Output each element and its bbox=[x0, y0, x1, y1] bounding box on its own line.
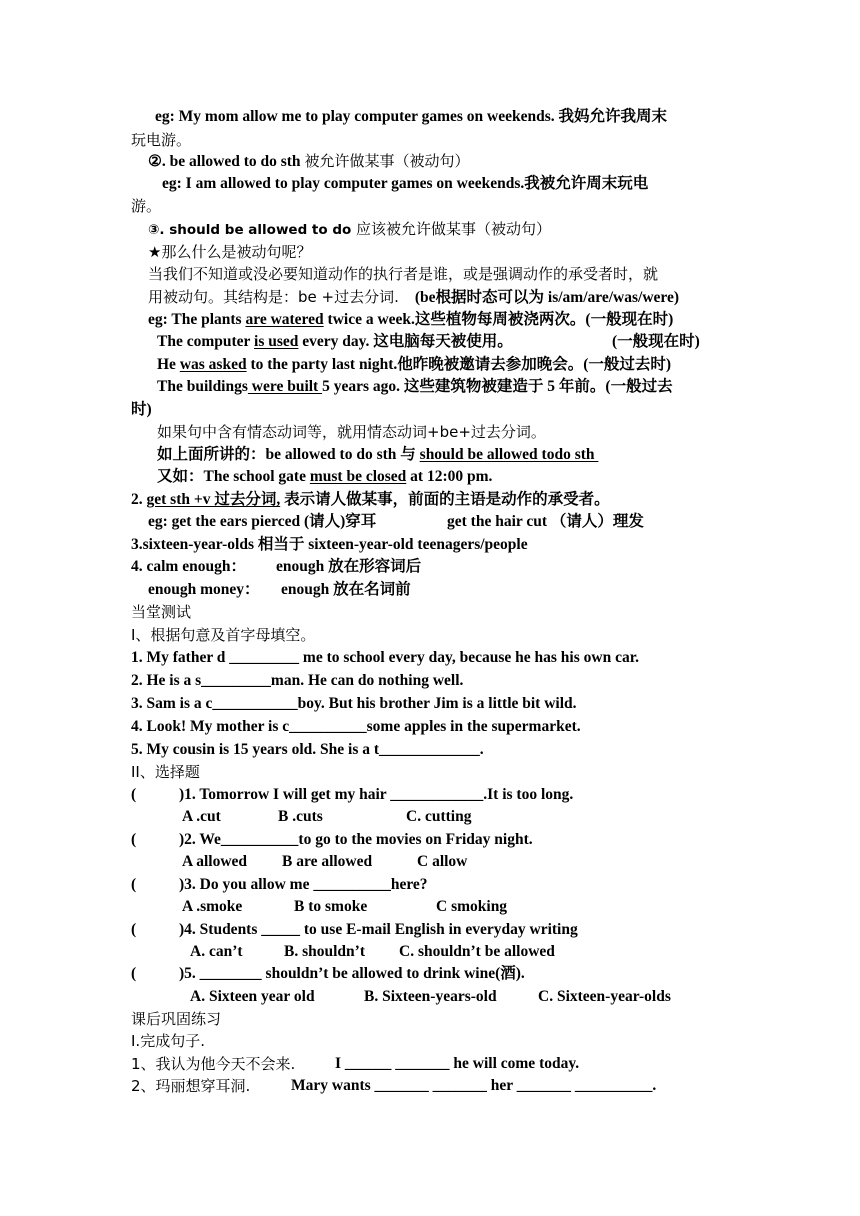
translation-blank: Mary wants _______ _______ her _______ __________. bbox=[291, 1077, 657, 1094]
option-b: B are allowed bbox=[282, 853, 373, 870]
example-text: The computer bbox=[157, 333, 255, 350]
translation-prompt: 1、我认为他今天不会来. bbox=[131, 1055, 296, 1073]
example-line: 玩电游。 bbox=[131, 131, 192, 149]
option-a: A allowed bbox=[182, 853, 248, 870]
section-heading: I.完成句子. bbox=[131, 1032, 205, 1050]
example-line bbox=[148, 310, 673, 330]
underlined-phrase: were built bbox=[247, 378, 323, 395]
option-a: A .smoke bbox=[182, 898, 243, 915]
example-line: eg: get the ears pierced (请人)穿耳 bbox=[148, 513, 377, 530]
option-c: C smoking bbox=[436, 898, 508, 915]
example-text: twice a week.这些植物每周被浇两次。(一般现在时) bbox=[323, 311, 674, 328]
option-c: C. cutting bbox=[406, 808, 472, 825]
choice-paren: ( bbox=[131, 965, 137, 982]
underlined-phrase: get sth +v 过去分词, bbox=[146, 491, 281, 508]
explanation-text: 又如：The school gate bbox=[157, 468, 310, 485]
rule-note: enough 放在形容词后 bbox=[276, 558, 422, 575]
explanation-text: 如上面所讲的：be allowed to do sth 与 bbox=[157, 446, 420, 463]
explanation-line bbox=[157, 445, 598, 465]
option-c: C. Sixteen-year-olds bbox=[538, 988, 671, 1005]
fill-question: 3. Sam is a c___________boy. But his brother Jim is a little bit wild. bbox=[131, 695, 577, 712]
example-text: every day. 这电脑每天被使用。 bbox=[298, 333, 513, 350]
underlined-phrase: was asked bbox=[179, 356, 247, 373]
option-b: B to smoke bbox=[294, 898, 368, 915]
structure-text: 用被动句。其结构是：be +过去分词. bbox=[148, 288, 399, 306]
choice-paren: ( bbox=[131, 921, 137, 938]
rule-line: 4. calm enough： bbox=[131, 558, 246, 575]
option-c: C allow bbox=[417, 853, 468, 870]
example-text: to the party last night.他昨晚被邀请去参加晚会。(一般过去时) bbox=[246, 356, 672, 373]
choice-question: )3. Do you allow me __________here? bbox=[179, 876, 428, 893]
explanation-text: at 12:00 pm. bbox=[406, 468, 493, 485]
fill-question: 4. Look! My mother is c__________some apples in the supermarket. bbox=[131, 718, 581, 735]
underlined-phrase: is used bbox=[254, 333, 299, 350]
choice-paren: ( bbox=[131, 786, 137, 803]
example-line: get the hair cut （请人）理发 bbox=[447, 513, 644, 530]
section-heading: I、根据句意及首字母填空。 bbox=[131, 626, 316, 644]
structure-note: (be根据时态可以为 is/am/are/was/were) bbox=[414, 289, 680, 306]
explanation-line bbox=[157, 467, 492, 487]
tense-note: (一般现在时) bbox=[612, 333, 700, 350]
example-line: eg: My mom allow me to play computer games on weekends. 我妈允许我周末 bbox=[155, 108, 668, 125]
section-heading: ★那么什么是被动句呢？ bbox=[148, 243, 312, 261]
rule-text: 表示请人做某事，前面的主语是动作的承受者。 bbox=[280, 491, 610, 508]
rule-english: ③. should be allowed to do bbox=[148, 222, 356, 238]
underlined-phrase: must be closed bbox=[309, 468, 407, 485]
rule-line: enough money： bbox=[148, 581, 260, 598]
explanation-line: 如果句中含有情态动词等，就用情态动词+be+过去分词。 bbox=[157, 423, 546, 441]
rule-line bbox=[148, 219, 551, 240]
underlined-phrase: should be allowed todo sth bbox=[419, 446, 599, 463]
choice-question: )4. Students _____ to use E-mail English in everyday writing bbox=[179, 921, 578, 938]
example-text: 5 years ago. 这些建筑物被建造于 5 年前。(一般过去 bbox=[322, 378, 673, 395]
example-line bbox=[157, 355, 671, 375]
translation-blank: I ______ _______ he will come today. bbox=[335, 1055, 580, 1072]
fill-question: 5. My cousin is 15 years old. She is a t_____________. bbox=[131, 741, 484, 758]
explanation-line: 当我们不知道或没必要知道动作的执行者是谁，或是强调动作的承受者时，就 bbox=[148, 265, 659, 283]
option-a: A .cut bbox=[182, 808, 221, 825]
example-line bbox=[157, 332, 513, 352]
choice-paren: ( bbox=[131, 831, 137, 848]
fill-question: 1. My father d _________ me to school every day, because he has his own car. bbox=[131, 649, 640, 666]
rule-chinese: 应该被允许做某事（被动句） bbox=[356, 220, 552, 238]
rule-chinese: 被允许做某事（被动句） bbox=[304, 152, 470, 170]
option-b: B. Sixteen-years-old bbox=[364, 988, 497, 1005]
rule-number: 2. bbox=[131, 491, 147, 508]
option-b: B. shouldn’t bbox=[284, 943, 365, 960]
fill-question: 2. He is a s_________man. He can do nothing well. bbox=[131, 672, 464, 689]
option-b: B .cuts bbox=[278, 808, 323, 825]
example-line: eg: I am allowed to play computer games on weekends.我被允许周末玩电 bbox=[162, 175, 649, 192]
example-text: eg: The plants bbox=[148, 311, 246, 328]
example-text: The buildings bbox=[157, 378, 248, 395]
rule-line bbox=[131, 490, 610, 510]
example-line: 游。 bbox=[131, 197, 162, 215]
choice-question: )2. We__________to go to the movies on Friday night. bbox=[179, 831, 533, 848]
choice-question: )1. Tomorrow I will get my hair ____________.It is too long. bbox=[179, 786, 574, 803]
example-text: He bbox=[157, 356, 180, 373]
section-heading: 课后巩固练习 bbox=[131, 1010, 222, 1028]
underlined-phrase: are watered bbox=[245, 311, 324, 328]
choice-paren: ( bbox=[131, 876, 137, 893]
section-heading: II、选择题 bbox=[131, 763, 200, 781]
rule-line bbox=[148, 151, 469, 172]
explanation-line bbox=[148, 287, 679, 308]
example-line bbox=[157, 377, 673, 397]
option-a: A. can’t bbox=[190, 943, 243, 960]
rule-note: enough 放在名词前 bbox=[281, 581, 411, 598]
example-line: 时) bbox=[131, 401, 152, 418]
translation-prompt: 2、玛丽想穿耳洞. bbox=[131, 1077, 251, 1095]
rule-english: ②. be allowed to do sth bbox=[148, 153, 305, 170]
option-c: C. shouldn’t be allowed bbox=[399, 943, 555, 960]
rule-line: 3.sixteen-year-olds 相当于 sixteen-year-old teenagers/people bbox=[131, 536, 528, 553]
choice-question: )5. ________ shouldn’t be allowed to drink wine(酒). bbox=[179, 965, 525, 982]
option-a: A. Sixteen year old bbox=[190, 988, 315, 1005]
section-heading: 当堂测试 bbox=[131, 603, 192, 621]
